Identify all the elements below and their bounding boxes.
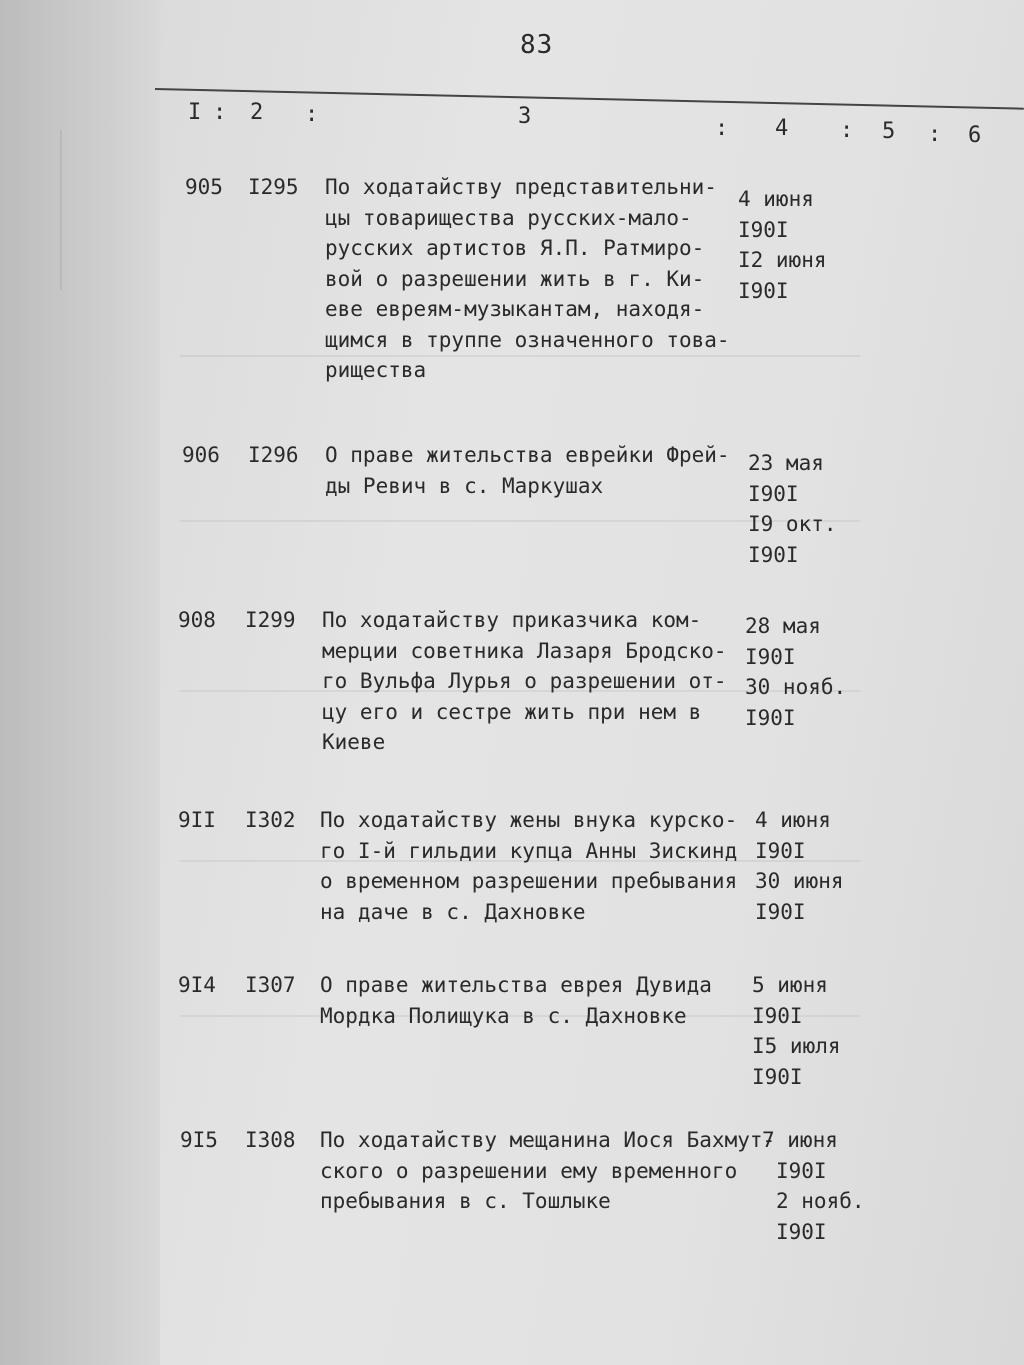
text-line: Мордка Полищука в с. Дахновке [320, 1003, 687, 1028]
column-header-4: 4 [775, 116, 789, 141]
date-line: 7 июня [762, 1128, 838, 1152]
row-dates [762, 1125, 902, 1247]
row-description [325, 440, 755, 501]
date-line: I90I [776, 1158, 827, 1183]
text-line: о временном разрешении пребывания [320, 869, 738, 893]
text-line: ского о разрешении ему временного [320, 1158, 738, 1183]
column-separator: : [840, 118, 854, 143]
date-line: I90I [755, 899, 806, 924]
text-line: О праве жительства еврейки Фрей- [325, 443, 730, 467]
row-dates [748, 448, 888, 570]
text-line: мерции советника Лазаря Бродско- [322, 638, 727, 663]
date-line: I90I [738, 217, 789, 242]
date-line: 4 июня [738, 187, 814, 211]
text-line: русских артистов Я.П. Ратмиро- [325, 236, 705, 260]
column-header-5: 5 [882, 119, 896, 144]
row-dates [755, 805, 895, 927]
column-separator: : [715, 116, 729, 141]
row-number: 9I5 [180, 1128, 218, 1152]
text-line: еве евреям-музыкантам, находя- [325, 297, 705, 321]
date-line: I90I [755, 838, 806, 863]
bleed-through-mark [60, 130, 152, 290]
column-separator: : [928, 122, 942, 147]
row-dates [738, 184, 878, 306]
text-line: го Вульфа Лурья о разрешении от- [322, 669, 727, 693]
document-number: I296 [248, 443, 299, 467]
text-line: Киеве [322, 730, 386, 754]
column-separator: : [305, 102, 319, 127]
date-line: I90I [748, 542, 799, 567]
row-number: 9I4 [178, 973, 216, 997]
date-line: 23 мая [748, 451, 824, 475]
text-line: го I-й гильдии купца Анны Зискинд [320, 838, 738, 863]
date-line: 5 июня [752, 973, 828, 997]
date-line: 30 июня [755, 869, 844, 893]
column-header-1: I [188, 100, 202, 125]
date-line: I90I [745, 644, 796, 669]
document-number: I302 [245, 808, 296, 832]
document-number: I299 [245, 608, 296, 632]
column-header-2: 2 [250, 100, 264, 125]
date-line: I90I [745, 705, 796, 730]
column-header-3: 3 [518, 104, 532, 129]
row-dates [745, 611, 885, 733]
row-dates [752, 970, 892, 1092]
document-number: I307 [245, 973, 296, 997]
text-line: пребывания в с. Тошлыке [320, 1189, 611, 1213]
document-number: I295 [248, 175, 299, 199]
text-line: вой о разрешении жить в г. Ки- [325, 266, 705, 291]
row-description [325, 172, 755, 386]
date-line: I90I [748, 481, 799, 506]
row-description [320, 970, 750, 1031]
date-line: 2 нояб. [776, 1189, 865, 1213]
text-line: По ходатайству приказчика ком- [322, 608, 702, 632]
text-line: цы товарищества русских-мало- [325, 205, 692, 230]
text-line: на даче в с. Дахновке [320, 899, 586, 924]
text-line: ды Ревич в с. Маркушах [325, 473, 604, 498]
date-line: I2 июня [738, 248, 827, 272]
date-line: 30 нояб. [745, 675, 847, 699]
text-line: По ходатайству жены внука курско- [320, 808, 738, 832]
page-number: 83 [520, 30, 554, 60]
row-number: 908 [178, 608, 216, 632]
text-line: щимся в труппе означенного това- [325, 327, 730, 352]
column-header-6: 6 [968, 123, 982, 148]
header-rule [155, 88, 1024, 110]
date-line: I5 июля [752, 1034, 841, 1058]
column-separator: : [213, 100, 227, 125]
text-line: По ходатайству мещанина Иося Бахмут- [320, 1128, 776, 1152]
row-description [322, 605, 752, 758]
row-number: 906 [182, 443, 220, 467]
text-line: рищества [325, 358, 427, 382]
text-line: По ходатайству представительни- [325, 175, 717, 199]
date-line: I90I [738, 278, 789, 303]
date-line: 4 июня [755, 808, 831, 832]
text-line: цу его и сестре жить при нем в [322, 699, 702, 724]
date-line: I90I [752, 1003, 803, 1028]
text-line: О праве жительства еврея Дувида [320, 973, 712, 997]
date-line: 28 мая [745, 614, 821, 638]
date-line: I9 окт. [748, 512, 837, 536]
row-number: 9II [178, 808, 216, 832]
document-number: I308 [245, 1128, 296, 1152]
row-number: 905 [185, 175, 223, 199]
date-line: I90I [776, 1219, 827, 1244]
row-description [320, 1125, 776, 1217]
date-line: I90I [752, 1064, 803, 1089]
row-description [320, 805, 750, 927]
